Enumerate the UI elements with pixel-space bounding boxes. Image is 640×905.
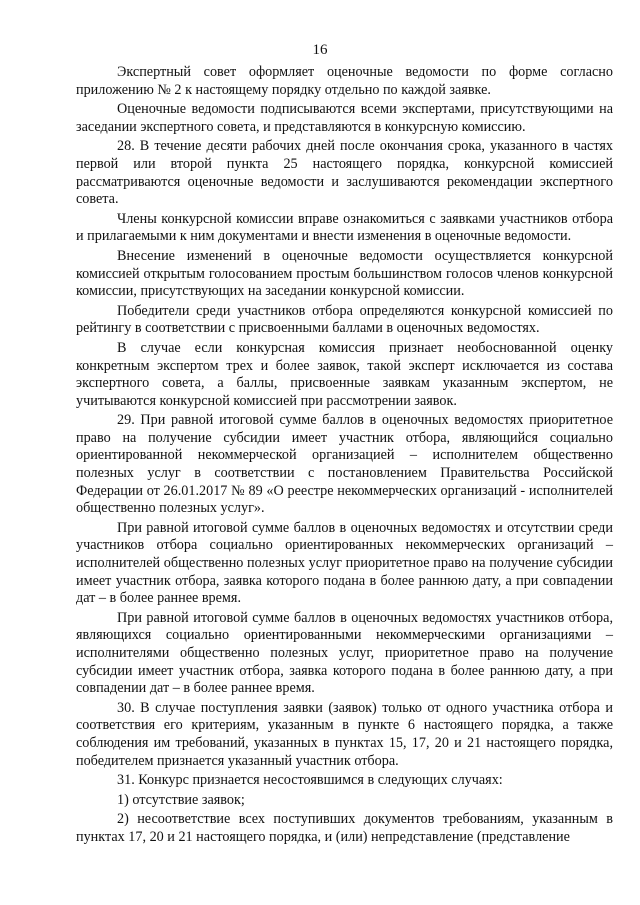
paragraph: Внесение изменений в оценочные ведомости осуществляется конкурсной комиссией открытым голосованием простым большинством голосов членов конкурсной комиссии, присутствующих на заседании конкурсной комиссии. xyxy=(76,247,613,300)
paragraph: При равной итоговой сумме баллов в оценочных ведомостях участников отбора, являющихся социально ориентированными некоммерческими организациями – исполнителями общественно полезных услуг, приоритетное право на получение субсидии имеет участник отбора, заявка которого подана в более раннюю дату, а при совпадении дат – в более раннее время. xyxy=(76,609,613,697)
paragraph: 28. В течение десяти рабочих дней после окончания срока, указанного в частях первой или второй пункта 25 настоящего порядка, конкурсной комиссией рассматриваются оценочные ведомости и заслушиваются рекомендации экспертного совета. xyxy=(76,138,613,208)
paragraph: 2) несоответствие всех поступивших документов требованиям, указанным в пунктах 17, 20 и 21 настоящего порядка, и (или) непредставление (представление xyxy=(76,811,613,845)
page-number: 16 xyxy=(312,42,328,58)
paragraph: 29. При равной итоговой сумме баллов в оценочных ведомостях приоритетное право на получение субсидии имеет участник отбора, являющийся социально ориентированной некоммерческой организацией – исполнителем общественно полезных услуг в соответствии с постановлением Правительства Российской Федерации от 26.01.2017 № 89 «О реестре некоммерческих организаций - исполнителей общественно полезных услуг». xyxy=(76,412,613,517)
paragraph: 31. Конкурс признается несостоявшимся в следующих случаях: xyxy=(117,772,503,789)
paragraph: При равной итоговой сумме баллов в оценочных ведомостях и отсутствии среди участников отбора социально ориентированных некоммерческих организаций – исполнителей общественно полезных услуг приоритетное право на получение субсидии имеет участник отбора, заявка которого подана в более раннюю дату, а при совпадении дат – в более раннее время. xyxy=(76,519,613,607)
paragraph: Члены конкурсной комиссии вправе ознакомиться с заявками участников отбора и прилагаемыми к ним документами и внести изменения в оценочные ведомости. xyxy=(76,210,613,245)
paragraph: Оценочные ведомости подписываются всеми экспертами, присутствующими на заседании экспертного совета, и представляются в конкурсную комиссию. xyxy=(76,101,613,135)
paragraph: Экспертный совет оформляет оценочные ведомости по форме согласно приложению № 2 к настоящему порядку отдельно по каждой заявке. xyxy=(76,64,613,98)
paragraph: В случае если конкурсная комиссия признает необоснованной оценку конкретным экспертом трех и более заявок, такой эксперт исключается из состава экспертного совета, а баллы, присвоенные заявкам указанным экспертом, не учитываются конкурсной комиссией при рассмотрении заявок. xyxy=(76,339,613,409)
document-body xyxy=(76,64,613,849)
paragraph: Победители среди участников отбора определяются конкурсной комиссией по рейтингу в соответствии с присвоенными баллами в оценочных ведомостях. xyxy=(76,302,613,337)
paragraph: 30. В случае поступления заявки (заявок) только от одного участника отбора и соответствия его критериям, указанным в пункте 6 настоящего порядка, а также соблюдения им требований, указанных в пунктах 15, 17, 20 и 21 настоящего порядка, победителем признается указанный участник отбора. xyxy=(76,699,613,769)
paragraph: 1) отсутствие заявок; xyxy=(117,791,245,808)
